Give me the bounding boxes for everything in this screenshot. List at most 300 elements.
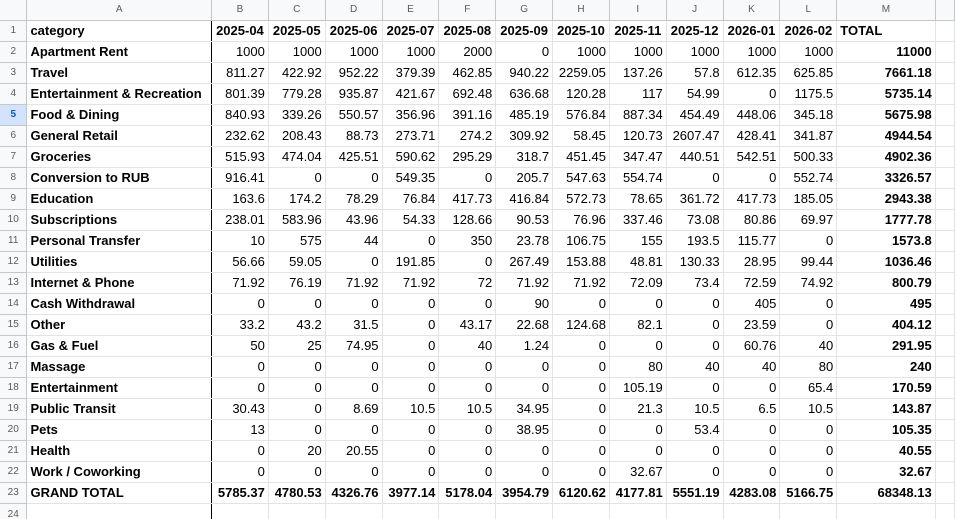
row-header-23[interactable]: 23 bbox=[0, 483, 27, 504]
row-total-cell[interactable]: 4944.54 bbox=[837, 126, 935, 147]
row-header-10[interactable]: 10 bbox=[0, 210, 27, 231]
value-cell[interactable]: 0 bbox=[268, 399, 325, 420]
row-total-cell[interactable]: 800.79 bbox=[837, 273, 935, 294]
value-cell[interactable]: 82.1 bbox=[609, 315, 666, 336]
value-cell[interactable]: 0 bbox=[439, 378, 496, 399]
header-cell-month[interactable]: 2026-01 bbox=[723, 21, 780, 42]
column-header-b[interactable]: B bbox=[212, 0, 269, 21]
value-cell[interactable]: 120.28 bbox=[553, 84, 610, 105]
value-cell[interactable]: 0 bbox=[325, 420, 382, 441]
value-cell[interactable]: 840.93 bbox=[212, 105, 269, 126]
header-cell-month[interactable]: 2025-12 bbox=[666, 21, 723, 42]
row-total-cell[interactable]: 143.87 bbox=[837, 399, 935, 420]
value-cell[interactable]: 1175.5 bbox=[780, 84, 837, 105]
value-cell[interactable]: 20 bbox=[268, 441, 325, 462]
value-cell[interactable]: 0 bbox=[325, 357, 382, 378]
value-cell[interactable]: 43.2 bbox=[268, 315, 325, 336]
header-cell-month[interactable]: 2026-02 bbox=[780, 21, 837, 42]
value-cell[interactable]: 72 bbox=[439, 273, 496, 294]
row-header-6[interactable]: 6 bbox=[0, 126, 27, 147]
value-cell[interactable]: 10 bbox=[212, 231, 269, 252]
empty-cell[interactable] bbox=[935, 105, 954, 126]
value-cell[interactable]: 193.5 bbox=[666, 231, 723, 252]
value-cell[interactable]: 309.92 bbox=[496, 126, 553, 147]
column-header-l[interactable]: L bbox=[780, 0, 837, 21]
row-total-cell[interactable]: 32.67 bbox=[837, 462, 935, 483]
empty-cell[interactable] bbox=[935, 21, 954, 42]
empty-cell[interactable] bbox=[935, 399, 954, 420]
category-cell[interactable]: Food & Dining bbox=[27, 105, 212, 126]
empty-cell[interactable] bbox=[935, 189, 954, 210]
value-cell[interactable]: 0 bbox=[212, 441, 269, 462]
value-cell[interactable]: 0 bbox=[723, 420, 780, 441]
value-cell[interactable]: 0 bbox=[382, 462, 439, 483]
value-cell[interactable]: 1000 bbox=[212, 42, 269, 63]
row-header-15[interactable]: 15 bbox=[0, 315, 27, 336]
value-cell[interactable]: 71.92 bbox=[325, 273, 382, 294]
category-cell[interactable]: Pets bbox=[27, 420, 212, 441]
value-cell[interactable]: 356.96 bbox=[382, 105, 439, 126]
value-cell[interactable]: 0 bbox=[723, 168, 780, 189]
column-header-f[interactable]: F bbox=[439, 0, 496, 21]
value-cell[interactable]: 54.99 bbox=[666, 84, 723, 105]
value-cell[interactable]: 60.76 bbox=[723, 336, 780, 357]
empty-cell[interactable] bbox=[935, 462, 954, 483]
value-cell[interactable]: 0 bbox=[609, 336, 666, 357]
value-cell[interactable]: 10.5 bbox=[382, 399, 439, 420]
value-cell[interactable]: 515.93 bbox=[212, 147, 269, 168]
value-cell[interactable]: 952.22 bbox=[325, 63, 382, 84]
column-header-overflow[interactable] bbox=[935, 0, 954, 21]
value-cell[interactable]: 0 bbox=[553, 294, 610, 315]
value-cell[interactable]: 552.74 bbox=[780, 168, 837, 189]
value-cell[interactable]: 33.2 bbox=[212, 315, 269, 336]
value-cell[interactable]: 32.67 bbox=[609, 462, 666, 483]
row-header-19[interactable]: 19 bbox=[0, 399, 27, 420]
value-cell[interactable]: 0 bbox=[268, 168, 325, 189]
value-cell[interactable]: 0 bbox=[212, 294, 269, 315]
value-cell[interactable]: 550.57 bbox=[325, 105, 382, 126]
value-cell[interactable]: 0 bbox=[780, 462, 837, 483]
value-cell[interactable]: 779.28 bbox=[268, 84, 325, 105]
value-cell[interactable]: 10.5 bbox=[439, 399, 496, 420]
empty-cell[interactable] bbox=[382, 504, 439, 519]
value-cell[interactable]: 34.95 bbox=[496, 399, 553, 420]
value-cell[interactable]: 6.5 bbox=[723, 399, 780, 420]
value-cell[interactable]: 274.2 bbox=[439, 126, 496, 147]
value-cell[interactable]: 1000 bbox=[325, 42, 382, 63]
value-cell[interactable]: 590.62 bbox=[382, 147, 439, 168]
row-header-14[interactable]: 14 bbox=[0, 294, 27, 315]
value-cell[interactable]: 57.8 bbox=[666, 63, 723, 84]
value-cell[interactable]: 0 bbox=[268, 462, 325, 483]
value-cell[interactable]: 238.01 bbox=[212, 210, 269, 231]
value-cell[interactable]: 71.92 bbox=[496, 273, 553, 294]
empty-cell[interactable] bbox=[935, 336, 954, 357]
value-cell[interactable]: 576.84 bbox=[553, 105, 610, 126]
empty-cell[interactable] bbox=[935, 315, 954, 336]
category-cell[interactable]: Subscriptions bbox=[27, 210, 212, 231]
value-cell[interactable]: 347.47 bbox=[609, 147, 666, 168]
value-cell[interactable]: 0 bbox=[553, 420, 610, 441]
value-cell[interactable]: 0 bbox=[325, 252, 382, 273]
value-cell[interactable]: 74.95 bbox=[325, 336, 382, 357]
value-cell[interactable]: 636.68 bbox=[496, 84, 553, 105]
empty-cell[interactable] bbox=[837, 504, 935, 519]
value-cell[interactable]: 8.69 bbox=[325, 399, 382, 420]
value-cell[interactable]: 0 bbox=[439, 462, 496, 483]
value-cell[interactable]: 88.73 bbox=[325, 126, 382, 147]
value-cell[interactable]: 58.45 bbox=[553, 126, 610, 147]
value-cell[interactable]: 21.3 bbox=[609, 399, 666, 420]
value-cell[interactable]: 0 bbox=[268, 420, 325, 441]
column-header-m[interactable]: M bbox=[837, 0, 935, 21]
value-cell[interactable]: 73.08 bbox=[666, 210, 723, 231]
column-header-j[interactable]: J bbox=[666, 0, 723, 21]
value-cell[interactable]: 1000 bbox=[268, 42, 325, 63]
row-header-12[interactable]: 12 bbox=[0, 252, 27, 273]
row-header-4[interactable]: 4 bbox=[0, 84, 27, 105]
empty-cell[interactable] bbox=[553, 504, 610, 519]
grand-total-value-cell[interactable]: 6120.62 bbox=[553, 483, 610, 504]
row-total-cell[interactable]: 291.95 bbox=[837, 336, 935, 357]
value-cell[interactable]: 185.05 bbox=[780, 189, 837, 210]
value-cell[interactable]: 935.87 bbox=[325, 84, 382, 105]
value-cell[interactable]: 20.55 bbox=[325, 441, 382, 462]
empty-cell[interactable] bbox=[212, 504, 269, 519]
column-header-d[interactable]: D bbox=[325, 0, 382, 21]
value-cell[interactable]: 350 bbox=[439, 231, 496, 252]
value-cell[interactable]: 0 bbox=[212, 462, 269, 483]
value-cell[interactable]: 583.96 bbox=[268, 210, 325, 231]
category-cell[interactable]: Massage bbox=[27, 357, 212, 378]
category-cell[interactable]: Utilities bbox=[27, 252, 212, 273]
empty-cell[interactable] bbox=[268, 504, 325, 519]
value-cell[interactable]: 105.19 bbox=[609, 378, 666, 399]
value-cell[interactable]: 0 bbox=[780, 294, 837, 315]
value-cell[interactable]: 0 bbox=[325, 294, 382, 315]
row-header-8[interactable]: 8 bbox=[0, 168, 27, 189]
value-cell[interactable]: 379.39 bbox=[382, 63, 439, 84]
header-cell-month[interactable]: 2025-04 bbox=[212, 21, 269, 42]
value-cell[interactable]: 72.09 bbox=[609, 273, 666, 294]
header-cell-month[interactable]: 2025-05 bbox=[268, 21, 325, 42]
empty-cell[interactable] bbox=[27, 504, 212, 519]
value-cell[interactable]: 0 bbox=[439, 357, 496, 378]
value-cell[interactable]: 48.81 bbox=[609, 252, 666, 273]
value-cell[interactable]: 71.92 bbox=[212, 273, 269, 294]
value-cell[interactable]: 462.85 bbox=[439, 63, 496, 84]
value-cell[interactable]: 80 bbox=[780, 357, 837, 378]
value-cell[interactable]: 80 bbox=[609, 357, 666, 378]
value-cell[interactable]: 0 bbox=[382, 231, 439, 252]
value-cell[interactable]: 0 bbox=[439, 441, 496, 462]
value-cell[interactable]: 0 bbox=[496, 42, 553, 63]
value-cell[interactable]: 0 bbox=[723, 462, 780, 483]
value-cell[interactable]: 191.85 bbox=[382, 252, 439, 273]
header-cell-month[interactable]: 2025-10 bbox=[553, 21, 610, 42]
row-header-22[interactable]: 22 bbox=[0, 462, 27, 483]
value-cell[interactable]: 80.86 bbox=[723, 210, 780, 231]
grand-total-value-cell[interactable]: 4283.08 bbox=[723, 483, 780, 504]
value-cell[interactable]: 2607.47 bbox=[666, 126, 723, 147]
value-cell[interactable]: 69.97 bbox=[780, 210, 837, 231]
value-cell[interactable]: 0 bbox=[496, 357, 553, 378]
value-cell[interactable]: 0 bbox=[439, 420, 496, 441]
value-cell[interactable]: 40 bbox=[723, 357, 780, 378]
value-cell[interactable]: 0 bbox=[382, 441, 439, 462]
value-cell[interactable]: 0 bbox=[325, 462, 382, 483]
select-all-corner[interactable] bbox=[0, 0, 27, 21]
grand-total-value-cell[interactable]: 4326.76 bbox=[325, 483, 382, 504]
category-cell[interactable]: Entertainment bbox=[27, 378, 212, 399]
value-cell[interactable]: 625.85 bbox=[780, 63, 837, 84]
value-cell[interactable]: 128.66 bbox=[439, 210, 496, 231]
value-cell[interactable]: 115.77 bbox=[723, 231, 780, 252]
empty-cell[interactable] bbox=[609, 504, 666, 519]
empty-cell[interactable] bbox=[666, 504, 723, 519]
column-header-i[interactable]: I bbox=[609, 0, 666, 21]
empty-cell[interactable] bbox=[439, 504, 496, 519]
value-cell[interactable]: 0 bbox=[609, 441, 666, 462]
value-cell[interactable]: 474.04 bbox=[268, 147, 325, 168]
value-cell[interactable]: 0 bbox=[553, 336, 610, 357]
row-total-cell[interactable]: 1036.46 bbox=[837, 252, 935, 273]
category-cell[interactable]: Health bbox=[27, 441, 212, 462]
value-cell[interactable]: 405 bbox=[723, 294, 780, 315]
value-cell[interactable]: 0 bbox=[780, 231, 837, 252]
category-cell[interactable]: Entertainment & Recreation bbox=[27, 84, 212, 105]
row-header-9[interactable]: 9 bbox=[0, 189, 27, 210]
empty-cell[interactable] bbox=[935, 252, 954, 273]
value-cell[interactable]: 549.35 bbox=[382, 168, 439, 189]
value-cell[interactable]: 0 bbox=[723, 84, 780, 105]
value-cell[interactable]: 0 bbox=[553, 357, 610, 378]
empty-cell[interactable] bbox=[935, 231, 954, 252]
value-cell[interactable]: 801.39 bbox=[212, 84, 269, 105]
value-cell[interactable]: 1000 bbox=[609, 42, 666, 63]
value-cell[interactable]: 130.33 bbox=[666, 252, 723, 273]
row-header-17[interactable]: 17 bbox=[0, 357, 27, 378]
value-cell[interactable]: 454.49 bbox=[666, 105, 723, 126]
category-cell[interactable]: Cash Withdrawal bbox=[27, 294, 212, 315]
empty-cell[interactable] bbox=[935, 147, 954, 168]
value-cell[interactable]: 23.59 bbox=[723, 315, 780, 336]
value-cell[interactable]: 0 bbox=[268, 357, 325, 378]
value-cell[interactable]: 0 bbox=[382, 315, 439, 336]
empty-cell[interactable] bbox=[935, 168, 954, 189]
category-cell[interactable]: Personal Transfer bbox=[27, 231, 212, 252]
value-cell[interactable]: 485.19 bbox=[496, 105, 553, 126]
value-cell[interactable]: 54.33 bbox=[382, 210, 439, 231]
row-total-cell[interactable]: 3326.57 bbox=[837, 168, 935, 189]
value-cell[interactable]: 500.33 bbox=[780, 147, 837, 168]
empty-cell[interactable] bbox=[780, 504, 837, 519]
category-cell[interactable]: Apartment Rent bbox=[27, 42, 212, 63]
value-cell[interactable]: 0 bbox=[496, 441, 553, 462]
row-header-16[interactable]: 16 bbox=[0, 336, 27, 357]
value-cell[interactable]: 391.16 bbox=[439, 105, 496, 126]
category-cell[interactable]: Education bbox=[27, 189, 212, 210]
value-cell[interactable]: 417.73 bbox=[439, 189, 496, 210]
value-cell[interactable]: 0 bbox=[723, 441, 780, 462]
value-cell[interactable]: 0 bbox=[382, 420, 439, 441]
value-cell[interactable]: 416.84 bbox=[496, 189, 553, 210]
value-cell[interactable]: 53.4 bbox=[666, 420, 723, 441]
value-cell[interactable]: 71.92 bbox=[382, 273, 439, 294]
value-cell[interactable]: 0 bbox=[496, 378, 553, 399]
row-total-cell[interactable]: 1777.78 bbox=[837, 210, 935, 231]
value-cell[interactable]: 137.26 bbox=[609, 63, 666, 84]
row-total-cell[interactable]: 1573.8 bbox=[837, 231, 935, 252]
value-cell[interactable]: 0 bbox=[553, 441, 610, 462]
value-cell[interactable]: 2259.05 bbox=[553, 63, 610, 84]
value-cell[interactable]: 448.06 bbox=[723, 105, 780, 126]
value-cell[interactable]: 572.73 bbox=[553, 189, 610, 210]
value-cell[interactable]: 0 bbox=[666, 462, 723, 483]
value-cell[interactable]: 71.92 bbox=[553, 273, 610, 294]
value-cell[interactable]: 174.2 bbox=[268, 189, 325, 210]
grand-total-value-cell[interactable]: 4780.53 bbox=[268, 483, 325, 504]
empty-cell[interactable] bbox=[935, 483, 954, 504]
value-cell[interactable]: 0 bbox=[553, 378, 610, 399]
value-cell[interactable]: 0 bbox=[212, 357, 269, 378]
value-cell[interactable]: 0 bbox=[609, 294, 666, 315]
value-cell[interactable]: 153.88 bbox=[553, 252, 610, 273]
value-cell[interactable]: 440.51 bbox=[666, 147, 723, 168]
value-cell[interactable]: 1000 bbox=[780, 42, 837, 63]
value-cell[interactable]: 0 bbox=[268, 294, 325, 315]
header-cell-total[interactable]: TOTAL bbox=[837, 21, 935, 42]
value-cell[interactable]: 120.73 bbox=[609, 126, 666, 147]
row-header-21[interactable]: 21 bbox=[0, 441, 27, 462]
value-cell[interactable]: 0 bbox=[553, 462, 610, 483]
value-cell[interactable]: 40 bbox=[780, 336, 837, 357]
value-cell[interactable]: 10.5 bbox=[666, 399, 723, 420]
grand-total-value-cell[interactable]: 5551.19 bbox=[666, 483, 723, 504]
column-header-a[interactable]: A bbox=[27, 0, 212, 21]
value-cell[interactable]: 2000 bbox=[439, 42, 496, 63]
row-header-18[interactable]: 18 bbox=[0, 378, 27, 399]
empty-cell[interactable] bbox=[935, 294, 954, 315]
row-total-cell[interactable]: 4902.36 bbox=[837, 147, 935, 168]
value-cell[interactable]: 0 bbox=[382, 378, 439, 399]
empty-cell[interactable] bbox=[935, 42, 954, 63]
header-cell-month[interactable]: 2025-11 bbox=[609, 21, 666, 42]
row-header-3[interactable]: 3 bbox=[0, 63, 27, 84]
row-total-cell[interactable]: 5675.98 bbox=[837, 105, 935, 126]
value-cell[interactable]: 0 bbox=[325, 168, 382, 189]
header-cell-month[interactable]: 2025-09 bbox=[496, 21, 553, 42]
value-cell[interactable]: 65.4 bbox=[780, 378, 837, 399]
value-cell[interactable]: 940.22 bbox=[496, 63, 553, 84]
grand-total-value-cell[interactable]: 3977.14 bbox=[382, 483, 439, 504]
value-cell[interactable]: 40 bbox=[666, 357, 723, 378]
value-cell[interactable]: 22.68 bbox=[496, 315, 553, 336]
row-total-cell[interactable]: 105.35 bbox=[837, 420, 935, 441]
category-cell[interactable]: Travel bbox=[27, 63, 212, 84]
grand-total-value-cell[interactable]: 3954.79 bbox=[496, 483, 553, 504]
value-cell[interactable]: 422.92 bbox=[268, 63, 325, 84]
row-header-24[interactable]: 24 bbox=[0, 504, 27, 519]
empty-cell[interactable] bbox=[723, 504, 780, 519]
row-total-cell[interactable]: 2943.38 bbox=[837, 189, 935, 210]
value-cell[interactable]: 1000 bbox=[382, 42, 439, 63]
value-cell[interactable]: 421.67 bbox=[382, 84, 439, 105]
header-cell-month[interactable]: 2025-08 bbox=[439, 21, 496, 42]
value-cell[interactable]: 612.35 bbox=[723, 63, 780, 84]
value-cell[interactable]: 0 bbox=[439, 252, 496, 273]
value-cell[interactable]: 99.44 bbox=[780, 252, 837, 273]
column-header-h[interactable]: H bbox=[553, 0, 610, 21]
grand-total-value-cell[interactable]: 5178.04 bbox=[439, 483, 496, 504]
empty-cell[interactable] bbox=[935, 273, 954, 294]
value-cell[interactable]: 273.71 bbox=[382, 126, 439, 147]
value-cell[interactable]: 73.4 bbox=[666, 273, 723, 294]
row-total-cell[interactable]: 495 bbox=[837, 294, 935, 315]
grand-total-value-cell[interactable]: 5166.75 bbox=[780, 483, 837, 504]
value-cell[interactable]: 0 bbox=[268, 378, 325, 399]
empty-cell[interactable] bbox=[935, 420, 954, 441]
value-cell[interactable]: 425.51 bbox=[325, 147, 382, 168]
value-cell[interactable]: 428.41 bbox=[723, 126, 780, 147]
value-cell[interactable]: 811.27 bbox=[212, 63, 269, 84]
value-cell[interactable]: 40 bbox=[439, 336, 496, 357]
value-cell[interactable]: 337.46 bbox=[609, 210, 666, 231]
value-cell[interactable]: 76.19 bbox=[268, 273, 325, 294]
value-cell[interactable]: 0 bbox=[666, 441, 723, 462]
value-cell[interactable]: 90.53 bbox=[496, 210, 553, 231]
category-cell[interactable]: Conversion to RUB bbox=[27, 168, 212, 189]
value-cell[interactable]: 0 bbox=[439, 168, 496, 189]
row-total-cell[interactable]: 170.59 bbox=[837, 378, 935, 399]
value-cell[interactable]: 0 bbox=[609, 420, 666, 441]
row-total-cell[interactable]: 11000 bbox=[837, 42, 935, 63]
value-cell[interactable]: 43.17 bbox=[439, 315, 496, 336]
value-cell[interactable]: 0 bbox=[723, 378, 780, 399]
value-cell[interactable]: 0 bbox=[666, 336, 723, 357]
value-cell[interactable]: 0 bbox=[553, 399, 610, 420]
value-cell[interactable]: 28.95 bbox=[723, 252, 780, 273]
value-cell[interactable]: 916.41 bbox=[212, 168, 269, 189]
grand-total-value-cell[interactable]: 4177.81 bbox=[609, 483, 666, 504]
empty-cell[interactable] bbox=[935, 84, 954, 105]
empty-cell[interactable] bbox=[935, 210, 954, 231]
row-total-cell[interactable]: 7661.18 bbox=[837, 63, 935, 84]
value-cell[interactable]: 155 bbox=[609, 231, 666, 252]
value-cell[interactable]: 163.6 bbox=[212, 189, 269, 210]
value-cell[interactable]: 1.24 bbox=[496, 336, 553, 357]
value-cell[interactable]: 0 bbox=[382, 357, 439, 378]
column-header-c[interactable]: C bbox=[268, 0, 325, 21]
value-cell[interactable]: 78.65 bbox=[609, 189, 666, 210]
column-header-g[interactable]: G bbox=[496, 0, 553, 21]
value-cell[interactable]: 451.45 bbox=[553, 147, 610, 168]
value-cell[interactable]: 0 bbox=[780, 315, 837, 336]
value-cell[interactable]: 0 bbox=[780, 420, 837, 441]
value-cell[interactable]: 267.49 bbox=[496, 252, 553, 273]
value-cell[interactable]: 232.62 bbox=[212, 126, 269, 147]
value-cell[interactable]: 0 bbox=[780, 441, 837, 462]
category-cell[interactable]: Other bbox=[27, 315, 212, 336]
grand-total-label[interactable]: GRAND TOTAL bbox=[27, 483, 212, 504]
row-header-20[interactable]: 20 bbox=[0, 420, 27, 441]
value-cell[interactable]: 50 bbox=[212, 336, 269, 357]
value-cell[interactable]: 208.43 bbox=[268, 126, 325, 147]
value-cell[interactable]: 78.29 bbox=[325, 189, 382, 210]
row-header-13[interactable]: 13 bbox=[0, 273, 27, 294]
value-cell[interactable]: 30.43 bbox=[212, 399, 269, 420]
